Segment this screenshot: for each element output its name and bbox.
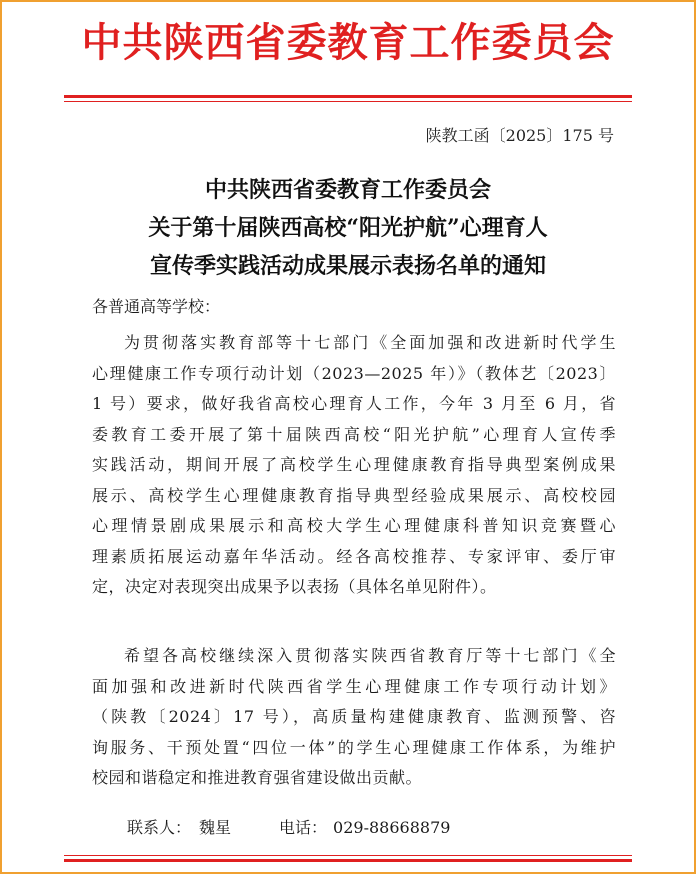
paragraph-line: （陕教〔2024〕17 号），高质量构建健康教育、监测预警、咨 xyxy=(92,707,616,726)
masthead-rule-thick xyxy=(64,95,632,98)
body-paragraph-2 xyxy=(92,641,616,794)
contact-phone-label: 电话： xyxy=(279,818,328,837)
notice-title-line-3: 宣传季实践活动成果展示表扬名单的通知 xyxy=(149,253,546,279)
notice-title xyxy=(2,171,694,285)
paragraph-line: 1 号）要求，做好我省高校心理育人工作，今年 3 月至 6 月，省 xyxy=(92,394,616,413)
paragraph-line: 委教育工委开展了第十届陕西高校“阳光护航”心理育人宣传季 xyxy=(92,424,616,444)
masthead-rule-thin xyxy=(64,101,632,102)
contact-info xyxy=(127,815,450,841)
paragraph-line: 心理健康工作专项行动计划（2023—2025 年）》（教体艺〔2023〕 xyxy=(92,363,616,383)
notice-title-line-2: 关于第十届陕西高校“阳光护航”心理育人 xyxy=(148,215,548,241)
notice-title-line-1: 中共陕西省委教育工作委员会 xyxy=(204,177,491,203)
paragraph-line: 定，决定对表现突出成果予以表扬（具体名单见附件）。 xyxy=(92,577,497,596)
paragraph-line: 面加强和改进新时代陕西省学生心理健康工作专项行动计划》 xyxy=(92,676,616,696)
paragraph-line: 为贯彻落实教育部等十七部门《全面加强和改进新时代学生 xyxy=(124,333,616,352)
paragraph-line: 校园和谐稳定和推进教育强省建设做出贡献。 xyxy=(92,768,423,787)
footer-rule-thick xyxy=(64,859,632,862)
contact-name: 魏星 xyxy=(199,818,232,837)
footer-rule-thin xyxy=(64,855,632,856)
paragraph-line: 心理情景剧成果展示和高校大学生心理健康科普知识竞赛暨心 xyxy=(92,516,616,535)
masthead-title: 中共陕西省委教育工作委员会 xyxy=(81,19,615,66)
contact-phone: 029-88668879 xyxy=(333,818,451,837)
paragraph-line: 希望各高校继续深入贯彻落实陕西省教育厅等十七部门《全 xyxy=(124,646,616,665)
paragraph-line: 理素质拓展运动嘉年华活动。经各高校推荐、专家评审、委厅审 xyxy=(92,546,616,566)
paragraph-line: 展示、高校学生心理健康教育指导典型经验成果展示、高校校园 xyxy=(92,485,616,505)
document-number: 陕教工函〔2025〕175 号 xyxy=(425,126,614,145)
contact-name-label: 联系人： xyxy=(127,818,192,837)
paragraph-line: 询服务、干预处置“四位一体”的学生心理健康工作体系，为维护 xyxy=(92,737,616,757)
body-paragraph-1 xyxy=(92,328,616,603)
salutation: 各普通高等学校： xyxy=(92,297,221,316)
paragraph-line: 实践活动，期间开展了高校学生心理健康教育指导典型案例成果 xyxy=(92,455,616,474)
